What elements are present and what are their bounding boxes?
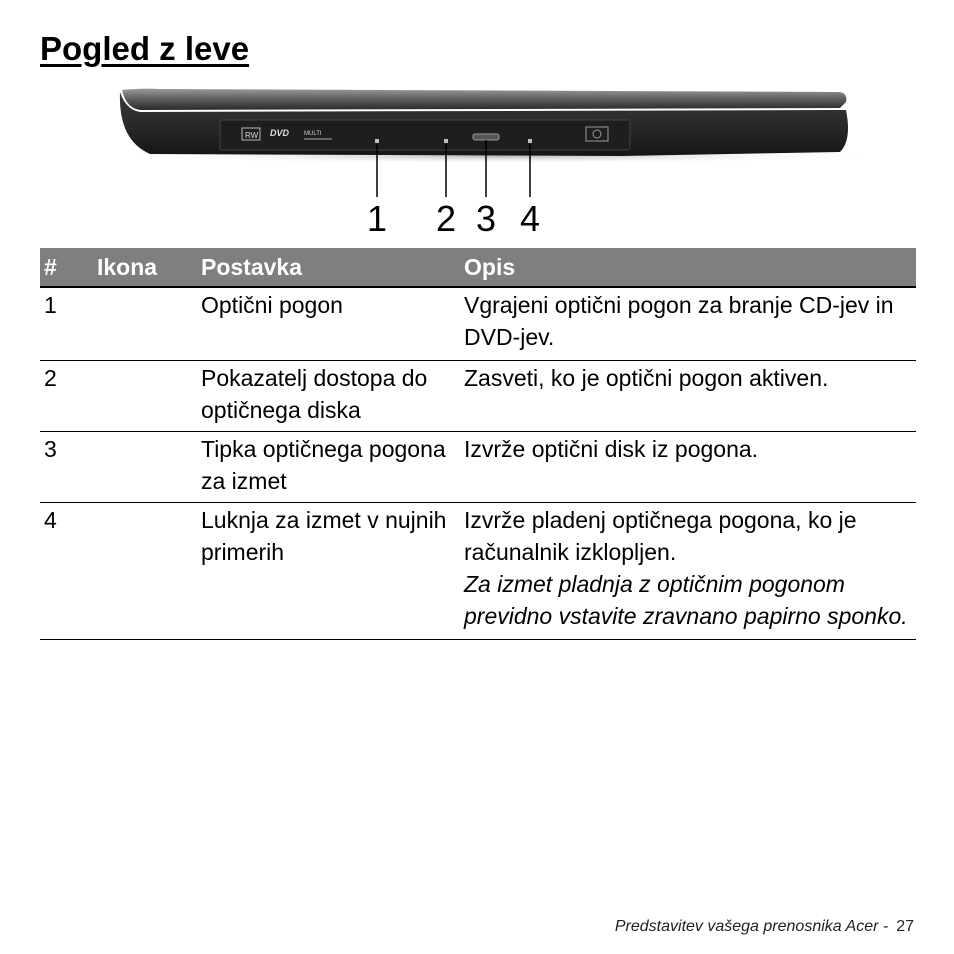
page-footer (615, 918, 914, 936)
table-header-row (40, 248, 916, 287)
row-description (460, 361, 916, 432)
row-icon (93, 361, 197, 432)
row-item: Pokazatelj dostopa do optičnega diska (197, 361, 460, 432)
row-number: 3 (40, 432, 93, 503)
header-item: Postavka (197, 248, 460, 287)
row-icon (93, 287, 197, 361)
table-row (40, 361, 916, 432)
svg-text:RW: RW (245, 131, 259, 140)
row-description (460, 503, 916, 640)
row-description-text: Vgrajeni optični pogon za branje CD-jev in DVD-jev. (464, 292, 894, 350)
eject-button-shape (473, 134, 499, 140)
row-description-text: Izvrže pladenj optičnega pogona, ko je računalnik izklopljen. (464, 507, 857, 565)
footer-text: Predstavitev vašega prenosnika Acer - (614, 918, 889, 935)
callout-label-4: 4 (520, 198, 541, 239)
page-number: 27 (896, 918, 914, 935)
row-number: 2 (40, 361, 93, 432)
header-number: # (40, 248, 93, 287)
row-description (460, 432, 916, 503)
row-item: Optični pogon (197, 287, 460, 361)
row-icon (93, 432, 197, 503)
row-description (460, 287, 916, 361)
row-icon (93, 503, 197, 640)
callout-point-4 (528, 139, 532, 143)
callout-label-3: 3 (476, 198, 497, 239)
table-row (40, 432, 916, 503)
header-icon: Ikona (93, 248, 197, 287)
page-title: Pogled z leve (40, 30, 250, 67)
callout-label-2: 2 (436, 198, 457, 239)
callout-point-2 (444, 139, 448, 143)
row-description-text: Zasveti, ko je optični pogon aktiven. (464, 365, 829, 391)
callout-point-1 (375, 139, 379, 143)
header-description: Opis (460, 248, 916, 287)
table-row (40, 287, 916, 361)
table-row (40, 503, 916, 640)
row-item: Tipka optičnega pogona za izmet (197, 432, 460, 503)
callout-label-1: 1 (367, 198, 388, 239)
row-item: Luknja za izmet v nujnih primerih (197, 503, 460, 640)
row-description-note: Za izmet pladnja z optičnim pogonom previdno vstavite zravnano papirno sponko. (464, 571, 908, 629)
row-description-text: Izvrže optični disk iz pogona. (464, 436, 759, 462)
ports-table (40, 248, 916, 640)
row-number: 4 (40, 503, 93, 640)
svg-text:DVD: DVD (270, 128, 290, 138)
row-number: 1 (40, 287, 93, 361)
svg-text:MULTI: MULTI (304, 131, 322, 137)
